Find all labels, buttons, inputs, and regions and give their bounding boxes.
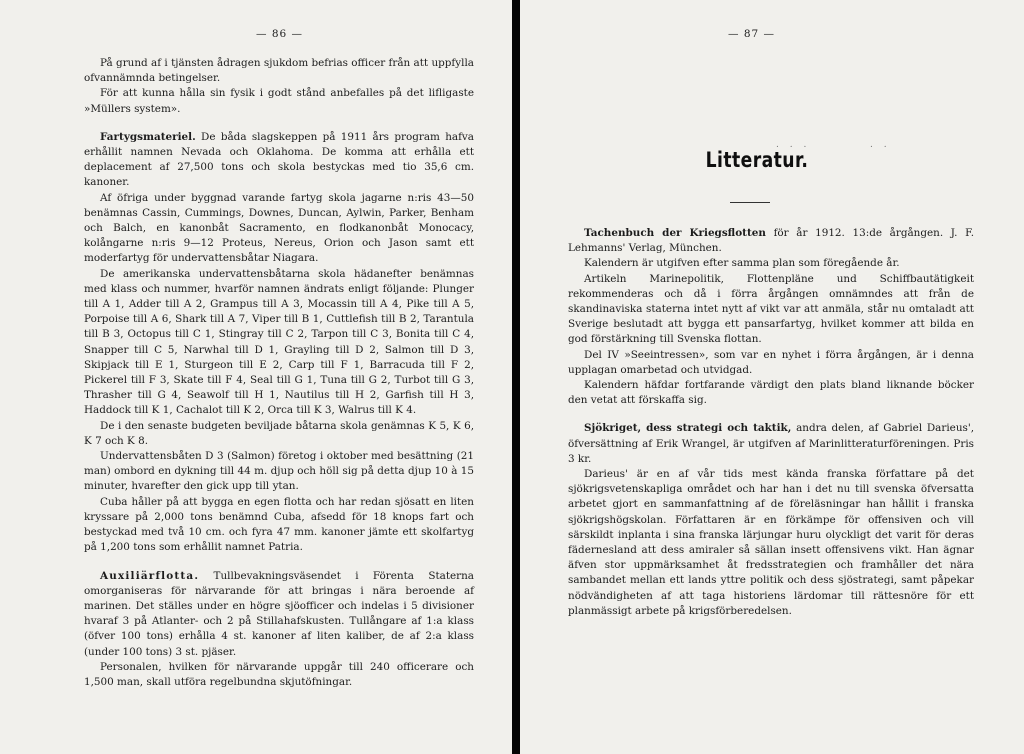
paragraph: Darieus' är en af vår tids mest kända franska författare på det sjökrigsvetenskapliga området och har han i det nu till svenska öfversatta arbetet gjort en sammanfattning af de föreläsningar han hållit i franska sjökrigshögskolan. Författaren är en förkämpe för offensiven och vill särskildt inplanta i sina franska lärjungar huru olyckligt det varit för deras fädernesland att dess amiraler så sällan insett offensivens vikt. Han ägnar äfven stor uppmärksamhet åt fredsstrategien och framhåller det nära sambandet mellan ett lands yttre politik och dess sjöstrategi, samt påpekar nödvändigheten af att taga historiens lärdomar till rättesnöre för ett planmässigt arbete på krigsförberedelsen. (568, 468, 974, 617)
paragraph: Kalendern är utgifven efter samma plan som föregående år. (584, 257, 900, 270)
paragraph: De amerikanska undervattensbåtarna skola hädanefter benämnas med klass och nummer, hvarför namnen ändrats enligt följande: Plunger till A 1, Adder till A 2, Grampus till A 3, Mocassin till A 4, Pike till A 5, Porpoise till A 6, Shark till A 7, Viper till B 1, Cuttlefish till B 2, Tarantula till B 3, Octopus till C 1, Stingray till C 2, Tarpon till C 3, Bonita till C 4, Snapper till C 5, Narwhal till D 1, Grayling till D 2, Salmon till D 3, Skipjack till E 1, Sturgeon till E 2, Carp till F 1, Barracuda till F 2, Pickerel till F 3, Skate till F 4, Seal till G 1, Tuna till G 2, Turbot till G 3, Thrasher till G 4, Seawolf till H 1, Nautilus till H 2, Garfish till H 3, Haddock till K 1, Cachalot till K 2, Orca till K 3, Walrus till K 4. (84, 267, 474, 417)
paragraph: De i den senaste budgeten beviljade båtarna skola genämnas K 5, K 6, K 7 och K 8. (84, 419, 474, 447)
paragraph-text: De båda slagskeppen på 1911 års program hafva erhållit namnen Nevada och Oklahoma. De komma att erhålla ett deplacement af 27,500 tons och skola bestyckas med tio 35,6 cm. kanoner. (84, 130, 474, 189)
page-number-left: — 86 — (256, 28, 304, 40)
entry-text: andra delen, af Gabriel Darieus', öfversättning af Erik Wrangel, är utgifven af Marinlitteraturföreningen. Pris 3 kr. (568, 422, 974, 465)
paragraph: Af öfriga under byggnad varande fartyg skola jagarne n:ris 43—50 benämnas Cassin, Cummings, Downes, Duncan, Aylwin, Parker, Benham och Balch, en kanonbåt Sacramento, en flodkanonbåt Monocacy, kolångarne n:ris 9—12 Proteus, Nereus, Orion och Jason samt ett moderfartyg för undervattensbåtar Niagara. (84, 191, 474, 265)
right-page (520, 0, 1024, 754)
paragraph-fartygsmateriel (84, 130, 474, 191)
paragraph: Personalen, hvilken för närvarande uppgår till 240 officerare och 1,500 man, skall utföra regelbundna skjutöfningar. (84, 660, 474, 688)
book-title: Tachenbuch der Kriegsflotten (584, 227, 766, 239)
book-title: Sjökriget, dess strategi och taktik, (584, 422, 792, 435)
paragraph-text: Tullbevakningsväsendet i Förenta Staterna omorganiseras för närvarande för att bringas i nära beroende af marinen. Det ställes under en högre sjöofficer och indelas i 5 divisioner hvaraf 3 på Atlanter- och 2 på Stillahafskusten. Tullångare af 1:a klass (öfver 100 tons) erhålla 4 st. kanoner af liten kaliber, de af 2:a klass (under 100 tons) 3 st. pjäser. (84, 569, 474, 658)
paragraph: Undervattensbåten D 3 (Salmon) företog i oktober med besättning (21 man) ombord en dykning till 44 m. djup och höll sig på detta djup 10 à 15 minuter, hvarefter den gick upp till ytan. (84, 450, 474, 493)
page-number-right: — 87 — (728, 28, 776, 40)
entry-text: för år 1912. 13:de årgången. J. F. Lehmanns' Verlag, München. (568, 227, 974, 255)
book-gutter (512, 0, 520, 754)
run-in-heading: Auxiliärflotta. (100, 569, 200, 582)
print-specks: . . . (776, 140, 811, 150)
left-page-body (84, 56, 474, 690)
run-in-heading: Fartygsmateriel. (100, 130, 196, 143)
paragraph: Del IV »Seeintressen», som var en nyhet i förra årgången, är i denna upplagan omarbetad och utvidgad. (568, 348, 974, 376)
paragraph: På grund af i tjänsten ådragen sjukdom befrias officer från att uppfylla ofvannämnda betingelser. (84, 57, 474, 85)
right-page-body (568, 226, 974, 619)
paragraph: Artikeln Marinepolitik, Flottenpläne und Schiffbautätigkeit rekommenderas och då i förra årgången omnämndes att från de skandinaviska staterna intet nytt af vikt var att anmäla, står nu omtaladt att Sverige beslutadt att bygga ett pansarfartyg, hvilket kommer att bilda en god förstärkning till Svenska flottan. (568, 272, 974, 346)
paragraph: Cuba håller på att bygga en egen flotta och har redan sjösatt en liten kryssare på 2,000 tons benämnd Cuba, afsedd för 18 knops fart och bestyckad med två 10 cm. och fyra 47 mm. kanoner jämte ett skolfartyg på 1,200 tons som erhållit namnet Patria. (84, 495, 474, 554)
heading-rule (730, 202, 770, 203)
section-heading: Litteratur. (705, 148, 809, 172)
entry-sjokriget (568, 421, 974, 467)
print-specks: . . (870, 140, 891, 150)
entry-tachenbuch (568, 226, 974, 256)
paragraph: Kalendern häfdar fortfarande värdigt den plats bland liknande böcker den vetat att förskaffa sig. (568, 379, 974, 407)
paragraph-auxiliarflotta (84, 569, 474, 660)
paragraph: För att kunna hålla sin fysik i godt stånd anbefalles på det lifligaste »Müllers system». (84, 87, 474, 115)
